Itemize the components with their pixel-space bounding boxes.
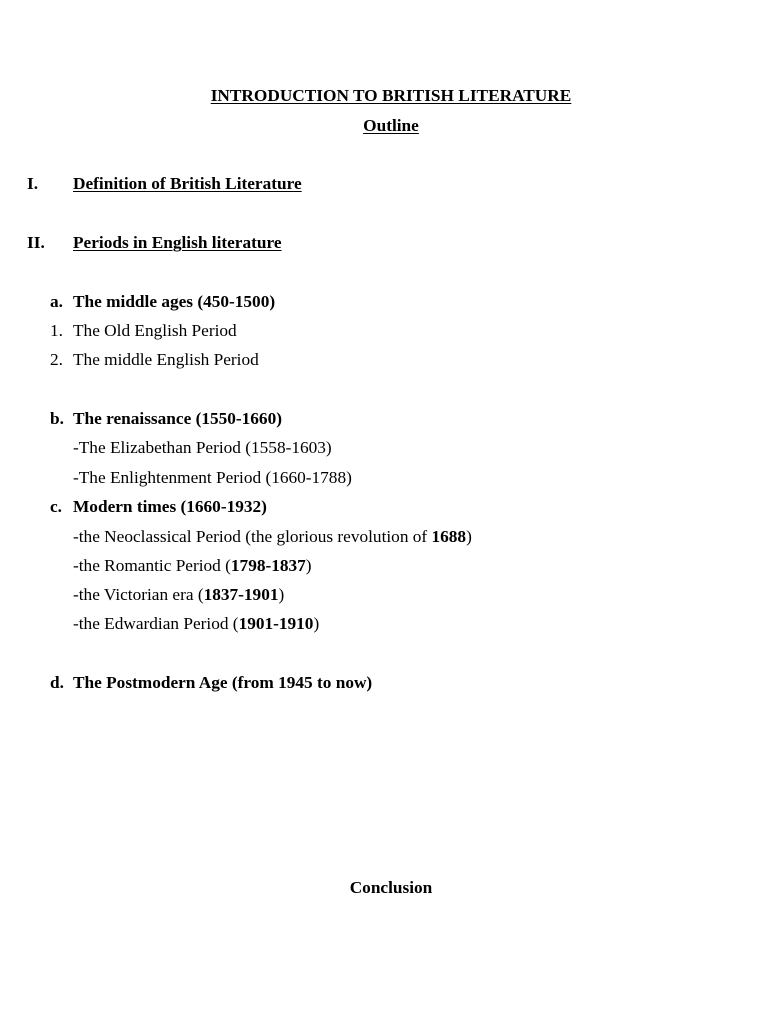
subsection-marker: b. [50, 409, 64, 428]
list-item: -The Enlightenment Period (1660-1788) [73, 468, 352, 487]
subsection-marker: c. [50, 497, 62, 516]
list-item [73, 585, 284, 605]
list-item-text: ) [305, 556, 312, 575]
list-item [73, 614, 319, 634]
list-item-text: -the Victorian era ( [73, 585, 204, 604]
list-item-year: 1901-1910 [238, 614, 314, 633]
section-marker: I. [27, 174, 39, 193]
list-marker: 2. [50, 350, 63, 369]
list-item-text: -the Edwardian Period ( [73, 614, 239, 633]
list-item-text: ) [278, 585, 285, 604]
list-item [73, 527, 472, 547]
list-item: The Old English Period [73, 321, 237, 340]
subsection-heading-postmodern: The Postmodern Age (from 1945 to now) [73, 673, 373, 692]
subsection-heading-modern-times: Modern times (1660-1932) [73, 497, 267, 516]
list-item-text: ) [466, 527, 472, 546]
subsection-heading-renaissance: The renaissance (1550-1660) [73, 409, 282, 428]
list-item-text: -the Romantic Period ( [73, 556, 231, 575]
subsection-heading-middle-ages: The middle ages (450-1500) [73, 292, 276, 311]
list-item-year: 1798-1837 [230, 556, 306, 575]
document-subtitle: Outline [363, 116, 419, 135]
conclusion-heading: Conclusion [349, 878, 433, 897]
subsection-marker: a. [50, 292, 63, 311]
document-title: INTRODUCTION TO BRITISH LITERATURE [210, 86, 572, 105]
list-item: The middle English Period [73, 350, 259, 369]
list-item-text: ) [313, 614, 320, 633]
list-item-year: 1837-1901 [203, 585, 279, 604]
list-item [73, 556, 312, 576]
subsection-marker: d. [50, 673, 64, 692]
list-marker: 1. [50, 321, 63, 340]
list-item-year: 1688 [431, 527, 467, 546]
section-marker: II. [27, 233, 45, 252]
list-item-text: -the Neoclassical Period (the glorious revolution of [73, 527, 432, 546]
list-item: -The Elizabethan Period (1558-1603) [73, 438, 332, 457]
section-heading-periods: Periods in English literature [73, 233, 282, 252]
section-heading-definition: Definition of British Literature [73, 174, 302, 193]
